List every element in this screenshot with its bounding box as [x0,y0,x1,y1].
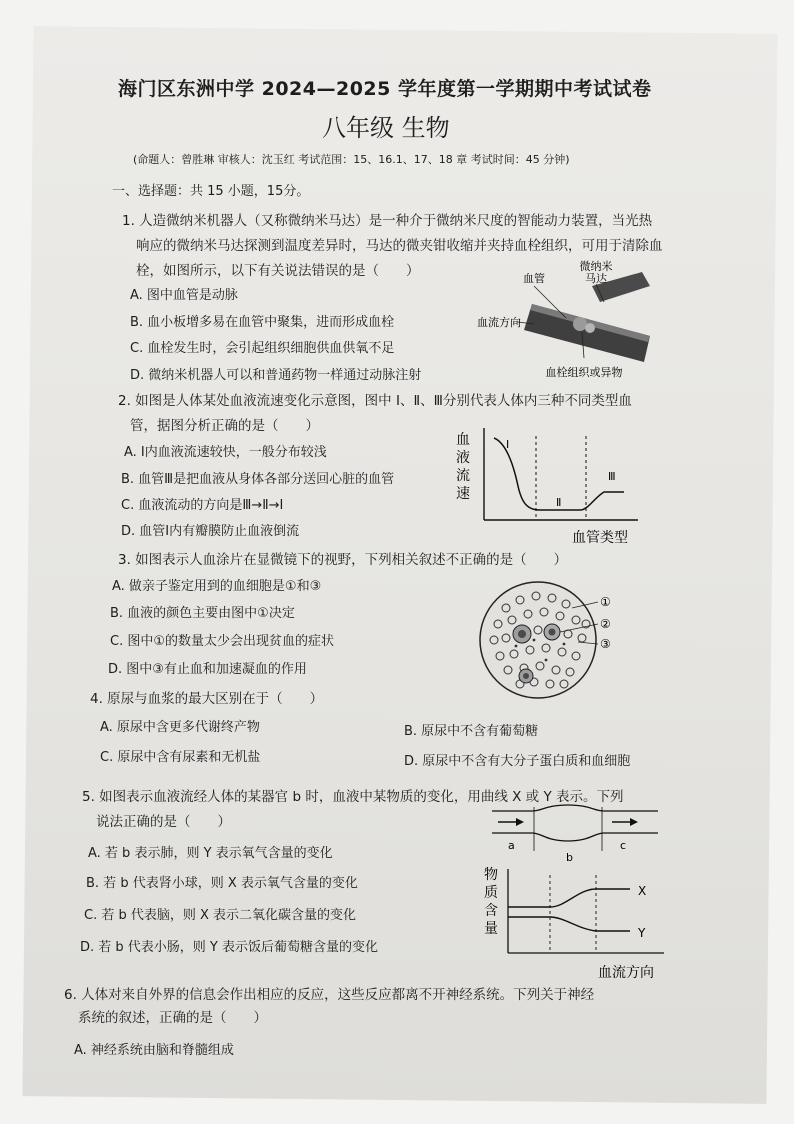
q1-option-d: D. 微纳米机器人可以和普通药物一样通过动脉注射 [130,368,422,383]
q2-fig-ylabel-1: 血 [456,432,470,448]
q3-figure-blood-smear [476,578,628,702]
q3-fig-marker-3: ③ [600,637,611,651]
q4-option-a: A. 原尿中含更多代谢终产物 [100,720,260,735]
q1-stem-line3: 栓，如图所示，以下有关说法错误的是（ ） [136,263,420,279]
q5-option-a: A. 若 b 表示肺，则 Y 表示氧气含量的变化 [88,846,333,861]
q4-option-d: D. 原尿中不含有大分子蛋白质和血细胞 [404,754,631,769]
q2-option-c: C. 血液流动的方向是Ⅲ→Ⅱ→Ⅰ [121,498,284,513]
q3-fig-marker-2: ② [600,617,611,631]
section-heading: 一、选择题：共 15 小题，15分。 [112,184,310,199]
q5-fig-curve-Y: Y [638,926,646,940]
q2-fig-label-III: Ⅲ [608,470,616,483]
q6-stem-line1: 6. 人体对来自外界的信息会作出相应的反应，这些反应都离不开神经系统。下列关于神经 [64,987,595,1003]
q5-figure-organ [478,803,674,983]
q1-fig-label-clot: 血栓组织或异物 [545,366,623,379]
q5-fig-ylabel-1: 物 [484,867,498,883]
q3-option-d: D. 图中③有止血和加速凝血的作用 [108,662,307,677]
q2-option-d: D. 血管Ⅰ内有瓣膜防止血液倒流 [121,524,300,539]
exam-meta: (命题人：曾胜琳 审核人：沈玉红 考试范围：15、16.1、17、18 章 考试时间：45 分钟) [133,153,570,166]
q1-option-c: C. 血栓发生时，会引起组织细胞供血供氧不足 [130,341,395,356]
q1-stem-line1: 1. 人造微纳米机器人（又称微纳米马达）是一种介于微纳米尺度的智能动力装置，当光热 [122,213,653,229]
q2-figure-flow-speed [448,424,648,548]
q5-fig-label-b: b [566,851,573,864]
q5-fig-ylabel-2: 质 [484,885,498,901]
q2-fig-label-II: Ⅱ [556,496,562,509]
q5-option-c: C. 若 b 代表脑，则 X 表示二氧化碳含量的变化 [84,908,357,923]
q3-option-b: B. 血液的颜色主要由图中①决定 [110,606,295,621]
q5-fig-label-c: c [620,839,627,852]
q3-stem: 3. 如图表示人血涂片在显微镜下的视野，下列相关叙述不正确的是（ ） [118,552,568,568]
q2-fig-ylabel-3: 流 [456,468,470,484]
q2-fig-ylabel-2: 液 [456,450,470,466]
exam-subtitle: 八年级 生物 [322,114,450,142]
q5-fig-ylabel-4: 量 [484,921,498,937]
q1-option-a: A. 图中血管是动脉 [130,288,238,303]
q3-fig-marker-1: ① [600,595,611,609]
q2-fig-ylabel-4: 速 [456,486,470,502]
q1-figure-microrobot [474,258,670,382]
q5-option-d: D. 若 b 代表小肠，则 Y 表示饭后葡萄糖含量的变化 [80,940,378,955]
q2-option-a: A. Ⅰ内血液流速较快，一般分布较浅 [124,445,327,460]
q1-fig-label-motor1: 微纳米 [579,260,613,273]
q1-fig-label-motor2: 马达 [585,272,607,285]
q5-fig-ylabel-3: 含 [484,903,498,919]
q4-stem: 4. 原尿与血浆的最大区别在于（ ） [90,691,324,707]
q4-option-c: C. 原尿中含有尿素和无机盐 [100,750,261,765]
q2-fig-xlabel: 血管类型 [572,530,628,546]
q5-fig-label-a: a [508,839,515,852]
q5-fig-xlabel: 血流方向 [598,965,654,981]
q6-stem-line2: 系统的叙述，正确的是（ ） [78,1010,267,1026]
q3-option-c: C. 图中①的数量太少会出现贫血的症状 [110,634,334,649]
q3-option-a: A. 做亲子鉴定用到的血细胞是①和③ [112,579,322,594]
q1-fig-label-flow: 血流方向 [477,316,521,329]
q2-stem-line1: 2. 如图是人体某处血液流速变化示意图，图中 Ⅰ、Ⅱ、Ⅲ分别代表人体内三种不同类型血 [118,393,632,409]
q6-option-a: A. 神经系统由脑和脊髓组成 [74,1043,234,1058]
q5-option-b: B. 若 b 代表肾小球，则 X 表示氧气含量的变化 [86,876,358,891]
q1-option-b: B. 血小板增多易在血管中聚集，进而形成血栓 [130,315,395,330]
q4-option-b: B. 原尿中不含有葡萄糖 [404,724,539,739]
q1-stem-line2: 响应的微纳米马达探测到温度差异时，马达的微夹钳收缩并夹持血栓组织，可用于清除血 [136,238,663,254]
q2-fig-label-I: Ⅰ [506,438,510,451]
q5-fig-curve-X: X [638,884,647,898]
q5-stem-line1: 5. 如图表示血液流经人体的某器官 b 时，血液中某物质的变化，用曲线 X 或 Y 表示。下列 [82,789,624,805]
q2-stem-line2: 管，据图分析正确的是（ ） [130,418,319,434]
exam-title: 海门区东洲中学 2024—2025 学年度第一学期期中考试试卷 [118,78,652,100]
q5-stem-line2: 说法正确的是（ ） [96,814,231,830]
q1-fig-label-vessel: 血管 [523,272,545,285]
q2-option-b: B. 血管Ⅲ是把血液从身体各部分送回心脏的血管 [121,472,395,487]
